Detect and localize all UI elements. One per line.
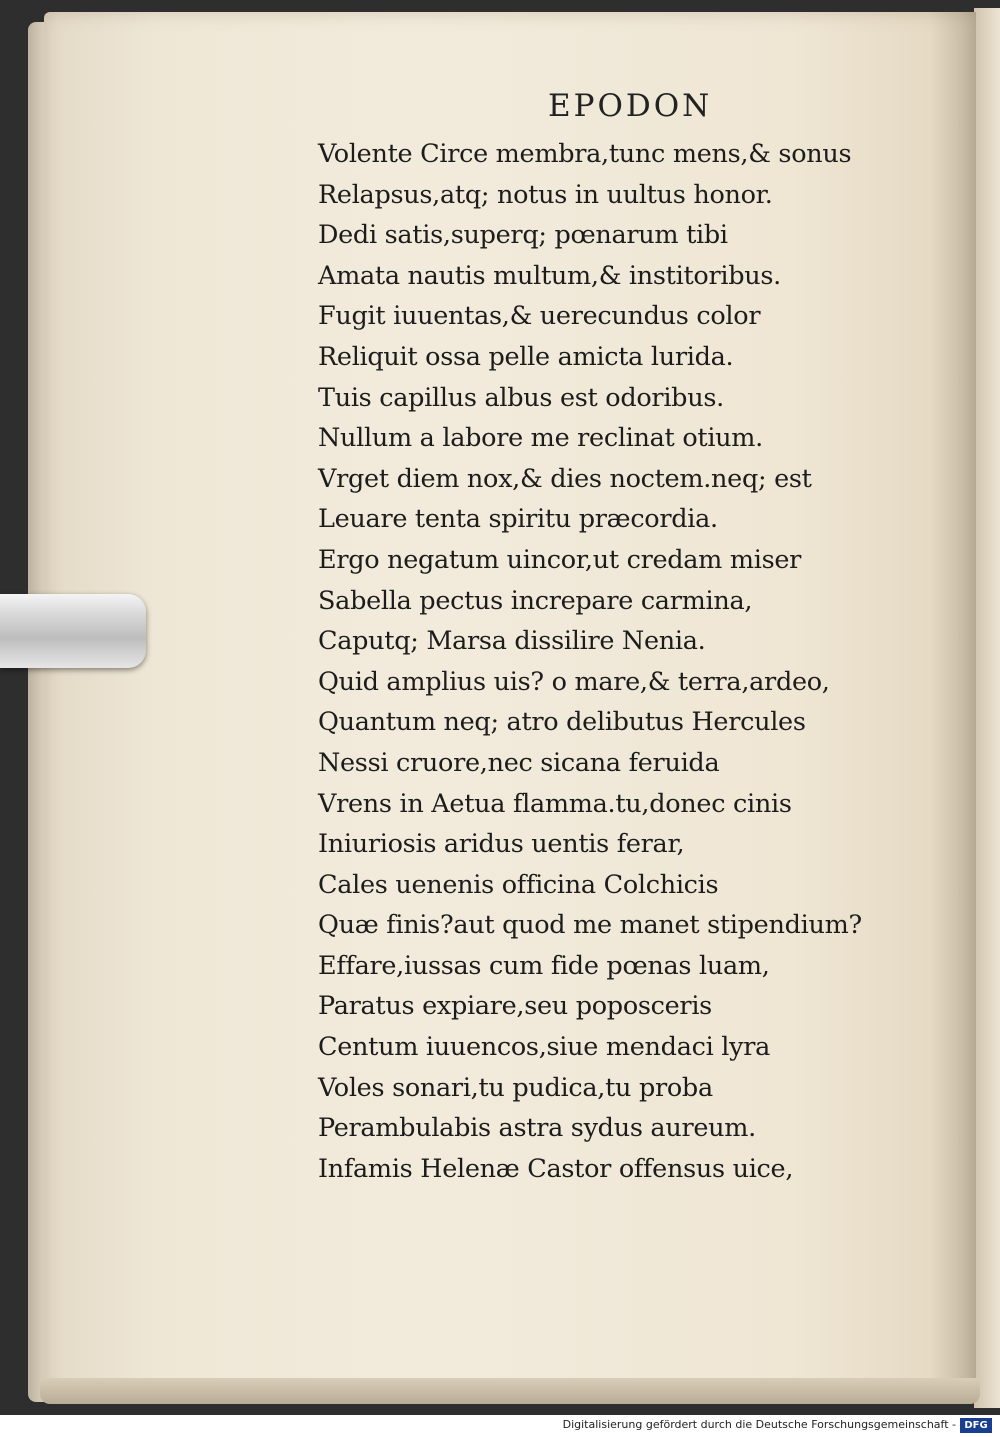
verse-line: Voles sonari,tu pudica,tu proba [318,1072,713,1103]
verse-line: Effare,iussas cum fide pœnas luam, [318,950,770,981]
verse-line: Iniuriosis aridus uentis ferar, [318,829,685,860]
facing-page-edge [974,8,1000,1408]
verse-line: Nessi cruore,nec sicana feruida [318,747,720,778]
verse-line: Perambulabis astra sydus aureum. [318,1113,756,1144]
verse-line: Paratus expiare,seu poposceris [318,991,712,1022]
verse-line: Relapsus,atq; notus in uultus honor. [318,179,773,210]
verse-line: Quantum neq; atro delibutus Hercules [318,707,806,738]
verse-line: Centum iuuencos,siue mendaci lyra [318,1032,771,1063]
gutter-shadow [930,12,976,1402]
verse-line: Fugit iuuentas,& uerecundus color [318,301,761,332]
dfg-logo: DFG [960,1418,992,1433]
verse-line: Vrens in Aetua flamma.tu,donec cinis [318,788,792,819]
verse-line: Reliquit ossa pelle amicta lurida. [318,341,734,372]
verse-line: Infamis Helenæ Castor offensus uice, [318,1153,794,1184]
verse-line: Leuare tenta spiritu præcordia. [318,504,718,535]
verse-line: Amata nautis multum,& institoribus. [318,260,781,291]
page-bottom-edge [40,1378,980,1404]
running-head: EPODON [548,88,713,124]
verse-line: Sabella pectus increpare carmina, [318,585,753,616]
verse-line: Quæ finis?aut quod me manet stipendium? [318,910,862,941]
verse-line: Nullum a labore me reclinat otium. [318,423,763,454]
verse-line: Ergo negatum uincor,ut credam miser [318,544,802,575]
verse-line: Quid amplius uis? o mare,& terra,ardeo, [318,666,830,697]
page-clip [0,594,146,668]
verse-line: Vrget diem nox,& dies noctem.neq; est [318,463,812,494]
verse-line: Dedi satis,superq; pœnarum tibi [318,220,728,251]
footer-bar [0,1415,1000,1437]
verse-line: Cales uenenis officina Colchicis [318,869,719,900]
verse-block [318,134,918,1189]
verse-line: Volente Circe membra,tunc mens,& sonus [318,139,852,169]
verse-line: Tuis capillus albus est odoribus. [318,382,724,413]
verse-line: Caputq; Marsa dissilire Nenia. [318,626,706,657]
funding-credit: Digitalisierung gefördert durch die Deutsche Forschungsgemeinschaft - [562,1418,956,1431]
